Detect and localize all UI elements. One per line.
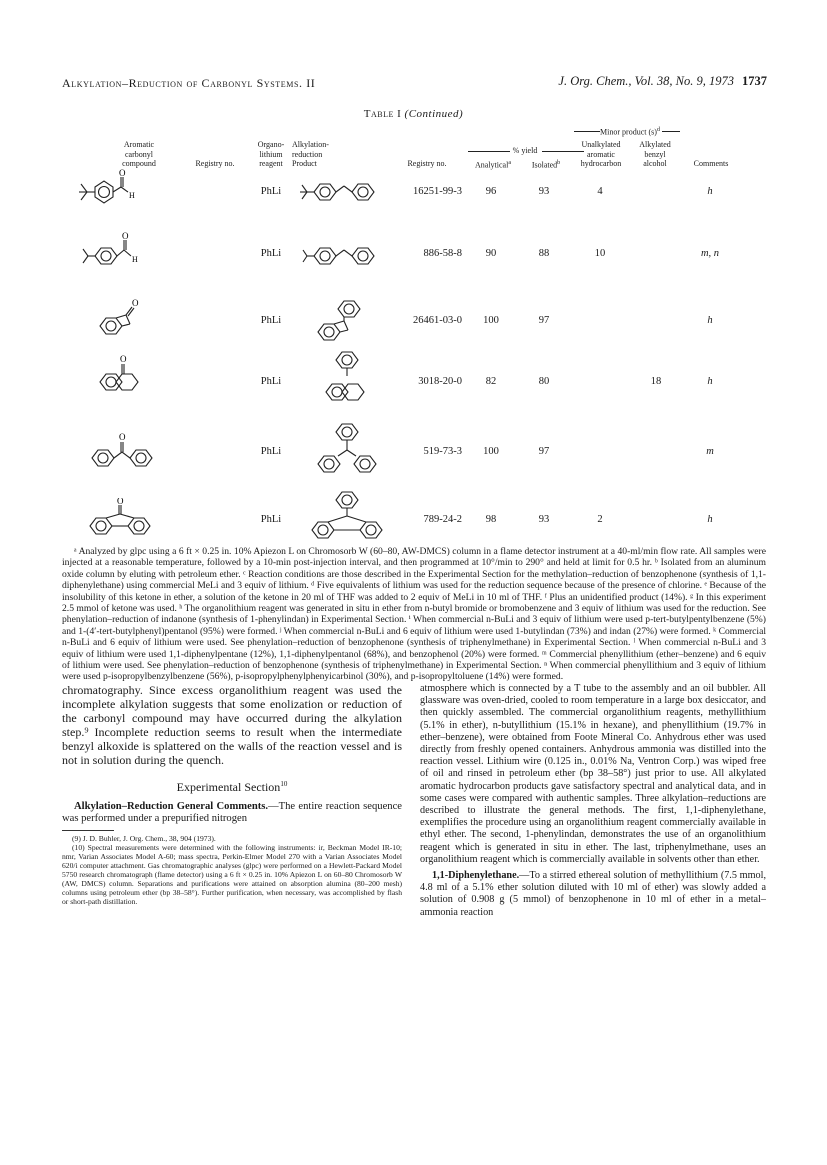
page-number: 1737: [742, 74, 767, 88]
structure-phenylindan: [310, 292, 380, 348]
row-comments: m: [706, 446, 714, 457]
header-comments: Comments: [693, 159, 729, 168]
hydrogen-label: H: [132, 255, 138, 264]
header-analytical-sup: a: [508, 160, 511, 166]
oxygen-label: O: [119, 432, 126, 442]
structure-isopropyldiphenylmethane: [292, 236, 392, 276]
section-heading: [62, 780, 402, 795]
row-isolated: 88: [538, 248, 550, 259]
row-comments: h: [707, 315, 713, 326]
diphenylethane-paragraph: [420, 870, 766, 919]
header-line: lithium: [259, 149, 283, 159]
row-reagent: PhLi: [260, 315, 282, 326]
header-analytical-text: Analytical: [475, 160, 509, 170]
structure-indanone: [92, 296, 162, 344]
structure-tert-butyldiphenylmethane: [292, 172, 392, 212]
minor-rule-left: [574, 131, 600, 132]
row-comments: h: [707, 186, 713, 197]
row-comments: m, n: [700, 248, 720, 259]
header-aromatic: [104, 140, 174, 169]
journal-citation: J. Org. Chem., Vol. 38, No. 9, 1973: [558, 74, 734, 88]
running-head-journal: [558, 74, 767, 89]
table-title: [0, 108, 827, 120]
row-reagent: PhLi: [260, 186, 282, 197]
row-reagent: PhLi: [260, 248, 282, 259]
row-analytical: 98: [485, 514, 497, 525]
references: [62, 834, 402, 907]
minor-rule-right: [662, 131, 680, 132]
header-line: Organo-: [257, 140, 285, 149]
right-body: [420, 683, 766, 919]
header-line: Alkylation-: [292, 140, 329, 149]
header-line: reagent: [259, 159, 283, 169]
row-registry: 3018-20-0: [418, 376, 462, 387]
run-in-heading: Alkylation–Reduction General Comments.: [74, 800, 269, 812]
right-column: [420, 683, 766, 919]
row-analytical: 96: [485, 186, 497, 197]
header-organolithium: [248, 140, 294, 169]
row-registry: 789-24-2: [423, 514, 462, 525]
hydrogen-label: H: [129, 191, 135, 200]
header-isolated: [522, 159, 570, 170]
running-head-title: Alkylation–Reduction of Carbonyl Systems. II: [62, 76, 316, 90]
header-analytical: [466, 159, 520, 170]
header-product: [292, 140, 362, 169]
oxygen-label: O: [132, 298, 139, 308]
row-hydrocarbon: 10: [594, 248, 606, 259]
structure-isopropylbenzaldehyde: [60, 232, 180, 280]
oxygen-label: O: [122, 232, 129, 241]
row-analytical: 100: [483, 446, 499, 457]
run-in-heading: 1,1-Diphenylethane.: [432, 870, 520, 882]
header-line: benzyl: [644, 149, 666, 159]
header-line: alcohol: [643, 159, 667, 169]
row-analytical: 100: [483, 315, 499, 326]
left-column: [62, 683, 402, 907]
run-in-text: —The entire reaction sequence was performed under a prepurified nitrogen: [62, 800, 403, 825]
general-comments-paragraph: [62, 801, 402, 826]
table-label: Table I: [363, 108, 402, 120]
row-comments: h: [707, 376, 713, 387]
structure-phenylfluorene: [306, 488, 392, 546]
header-line: hydrocarbon: [580, 159, 622, 169]
structure-fluorenone: [84, 498, 170, 542]
header-line: Alkylated: [639, 140, 671, 149]
structure-phenyltetralin: [316, 348, 386, 414]
header-line: aromatic: [587, 149, 615, 159]
header-isolated-text: Isolated: [531, 160, 558, 170]
row-registry: 16251-99-3: [413, 186, 462, 197]
reference-10: (10) Spectral measurements were determined with the following instruments: ir, Beckman Model IR-10; nmr, Varian Associates Model A-60; mass spectra, Perkin-Elmer Model 270 with a Varian Associates Model 620/i computer attachment. Gas chromatographic analyses (glpc) were performed on a Hewlett-Packard Model 5750 research chromatograph (flame detector) using a 6 ft × 0.25 in. 10% Apiezon L on 60–80 Chromosorb W (AW, DMCS) column. Separations and purifications were attained on absorption alumina (80–200 mesh) columns using petroleum ether (bp 38–58°). Further purification, when necessary, was accomplished by flash or short-path distillation.: [62, 842, 402, 907]
header-minor-sup: d: [656, 127, 660, 133]
row-reagent: PhLi: [260, 514, 282, 525]
oxygen-label: O: [120, 354, 127, 364]
row-reagent: PhLi: [260, 446, 282, 457]
table-footnotes: [62, 546, 766, 683]
structure-benzophenone: [86, 430, 166, 474]
header-alkylated: [628, 140, 682, 169]
header-isolated-sup: b: [557, 160, 561, 166]
header-minor-text: Minor product (s): [600, 127, 657, 137]
body-paragraph: atmosphere which is connected by a T tube to the assembly and an oil bubbler. All glassware was oven-dried, cooled to room temperature in a large box desiccator, and then quickly assembled. The commercial organolithium reagents, methyllithium (5.1% in ether), n-butyllithium (15.1% in hexane), and phenyllithium (19.7% in ether–benzene), were obtained from Foote Mineral Co. Anhydrous ether was used directly from freshly opened containers. Anhydrous ammonia was distilled into the reaction vessel. Lithium wire (0.125 in., 0.01% Na, Ventron Corp.) was wiped free of oil and rinsed in petroleum ether (bp 38–58°) just prior to use. All alkylated aromatic hydrocarbon products gave satisfactory spectral and analytical data, and in some cases were compared with authentic samples. Three alkylation–reductions are described to illustrate the general methods. The first, 1,1-diphenylethane, exemplifies the procedure using an organolithium reagent commercially available in ethyl ether. The second, 1-phenylindan, demonstrates the use of an organolithium reagent which is generated in situ in ether. The last, triphenylmethane, uses an organolithium reagent which is commercially available in solvents other than ether.: [420, 683, 766, 865]
yield-rule-left: [468, 151, 510, 152]
row-isolated: 93: [538, 186, 550, 197]
row-analytical: 90: [485, 248, 497, 259]
header-line: Aromatic: [123, 140, 155, 149]
header-minor: [598, 126, 662, 137]
header-registry-1: Registry no.: [195, 159, 235, 168]
header-registry-2: Registry no.: [407, 159, 447, 168]
row-isolated: 97: [538, 315, 550, 326]
run-in-text: —To a stirred ethereal solution of methyllithium (7.5 mmol, 4.8 ml of a 5.1% ether solution diluted with 10 ml of ether) was slowly added a solution of 0.908 g (5 mmol) of benzophenone in 10 ml of ether in a metal–ammonia reaction: [420, 870, 766, 918]
header-line: Unalkylated: [581, 140, 621, 149]
structure-tetralone: [92, 352, 162, 408]
footnote-rule: [62, 830, 114, 831]
row-hydrocarbon: 4: [597, 186, 603, 197]
oxygen-label: O: [117, 498, 124, 506]
row-isolated: 80: [538, 376, 550, 387]
row-isolated: 97: [538, 446, 550, 457]
reference-9: (9) J. D. Buhler, J. Org. Chem., 38, 904 (1973).: [72, 833, 216, 843]
row-isolated: 93: [538, 514, 550, 525]
row-reagent: PhLi: [260, 376, 282, 387]
row-registry: 519-73-3: [423, 446, 462, 457]
row-registry: 26461-03-0: [413, 315, 462, 326]
row-analytical: 82: [485, 376, 497, 387]
header-line: Product: [292, 159, 317, 169]
footnotes-text: ᵃ Analyzed by glpc using a 6 ft × 0.25 in. 10% Apiezon L on Chromosorb W (60–80, AW-DMCS) column in a flame detector instrument at a 40-ml/min flow rate. All samples were injected at a reasonable temperature, followed by a 10-min post-injection interval, and then programmed at 10°/min to 290° and held at limit for 0.5 hr. ᵇ Isolated from an aluminum oxide column by eluting with petroleum ether. ᶜ Reaction conditions are those described in the Experimental Section for the methylation–reduction of benzophenone (synthesis of 1,1-diphenylethane) using commercial MeLi and 3 equiv of lithium. ᵈ Five equivalents of lithium was used for the reduction sequence because of the presence of chlorine. ᵉ Because of the insolubility of this ketone in ether, a solution of the ketone in 20 ml of THF was added to 2 equiv of MeLi in 10 ml of THF. ᶠ Plus an unidentified product (14%). ᵍ In this experiment 2.5 mmol of ketone was used. ʰ The organolithium reagent was generated in situ in ether from n-butyl bromide or bromobenzene and 3 equiv of lithium was used for the reduction. See phenylation–reduction of indanone (synthesis of 1-phenylindan) in Experimental Section. ⁱ When commercial n-BuLi and 3 equiv of lithium were used p-tert-butylpentylbenzene (5%) and 1-(4′-tert-butylphenyl)pentanol (95%) were formed. ʲ When commercial n-BuLi and 6 equiv of lithium were used 1-butylindan (73%) and indan (27%) were formed. ᵏ Commercial n-BuLi and 6 equiv of lithium were used. See phenylation–reduction of benzophenone (synthesis of triphenylmethane) in Experimental Section. ˡ When commercial n-BuLi and 3 equiv of lithium were used 1,1-diphenylpentane (12%), 1,1-diphenylpentanol (68%), and benzophenol (20%) were formed. ᵐ Commercial phenyllithium (ether–benzene) and 6 equiv of lithium were used. See phenylation–reduction of benzophenone (synthesis of triphenylmethane) in Experimental Section. ⁿ When commercial phenyllithium and 3 equiv of lithium were used p-isopropylbenzylbenzene (56%), p-isopropylphenylphenyicarbinol (30%), and p-isopropyltoluene (14%) were formed.: [62, 546, 766, 683]
header-line: reduction: [292, 149, 323, 159]
oxygen-label: O: [119, 168, 126, 178]
structure-tert-butylbenzaldehyde: [60, 168, 180, 218]
row-registry: 886-58-8: [423, 248, 462, 259]
header-yield: % yield: [512, 146, 538, 155]
header-line: carbonyl: [125, 149, 153, 159]
table-continued: (Continued): [404, 108, 464, 120]
section-heading-sup: 10: [280, 779, 288, 788]
section-heading-text: Experimental Section: [176, 779, 281, 794]
header-line: compound: [122, 159, 156, 169]
structure-triphenylmethane: [310, 420, 390, 486]
row-hydrocarbon: 2: [597, 514, 603, 525]
row-alcohol: 18: [650, 376, 662, 387]
body-paragraph: chromatography. Since excess organolithium reagent was used the incomplete alkylation suggests that some enolization or reduction of the carbonyl compound may have occurred during the alkylation step.⁹ Incomplete reduction seems to result when the intermediate benzyl alkoxide is splattered on the walls of the reaction vessel and is not in solution during the quench.: [62, 683, 402, 768]
row-comments: h: [707, 514, 713, 525]
header-unalkylated: [570, 140, 632, 169]
